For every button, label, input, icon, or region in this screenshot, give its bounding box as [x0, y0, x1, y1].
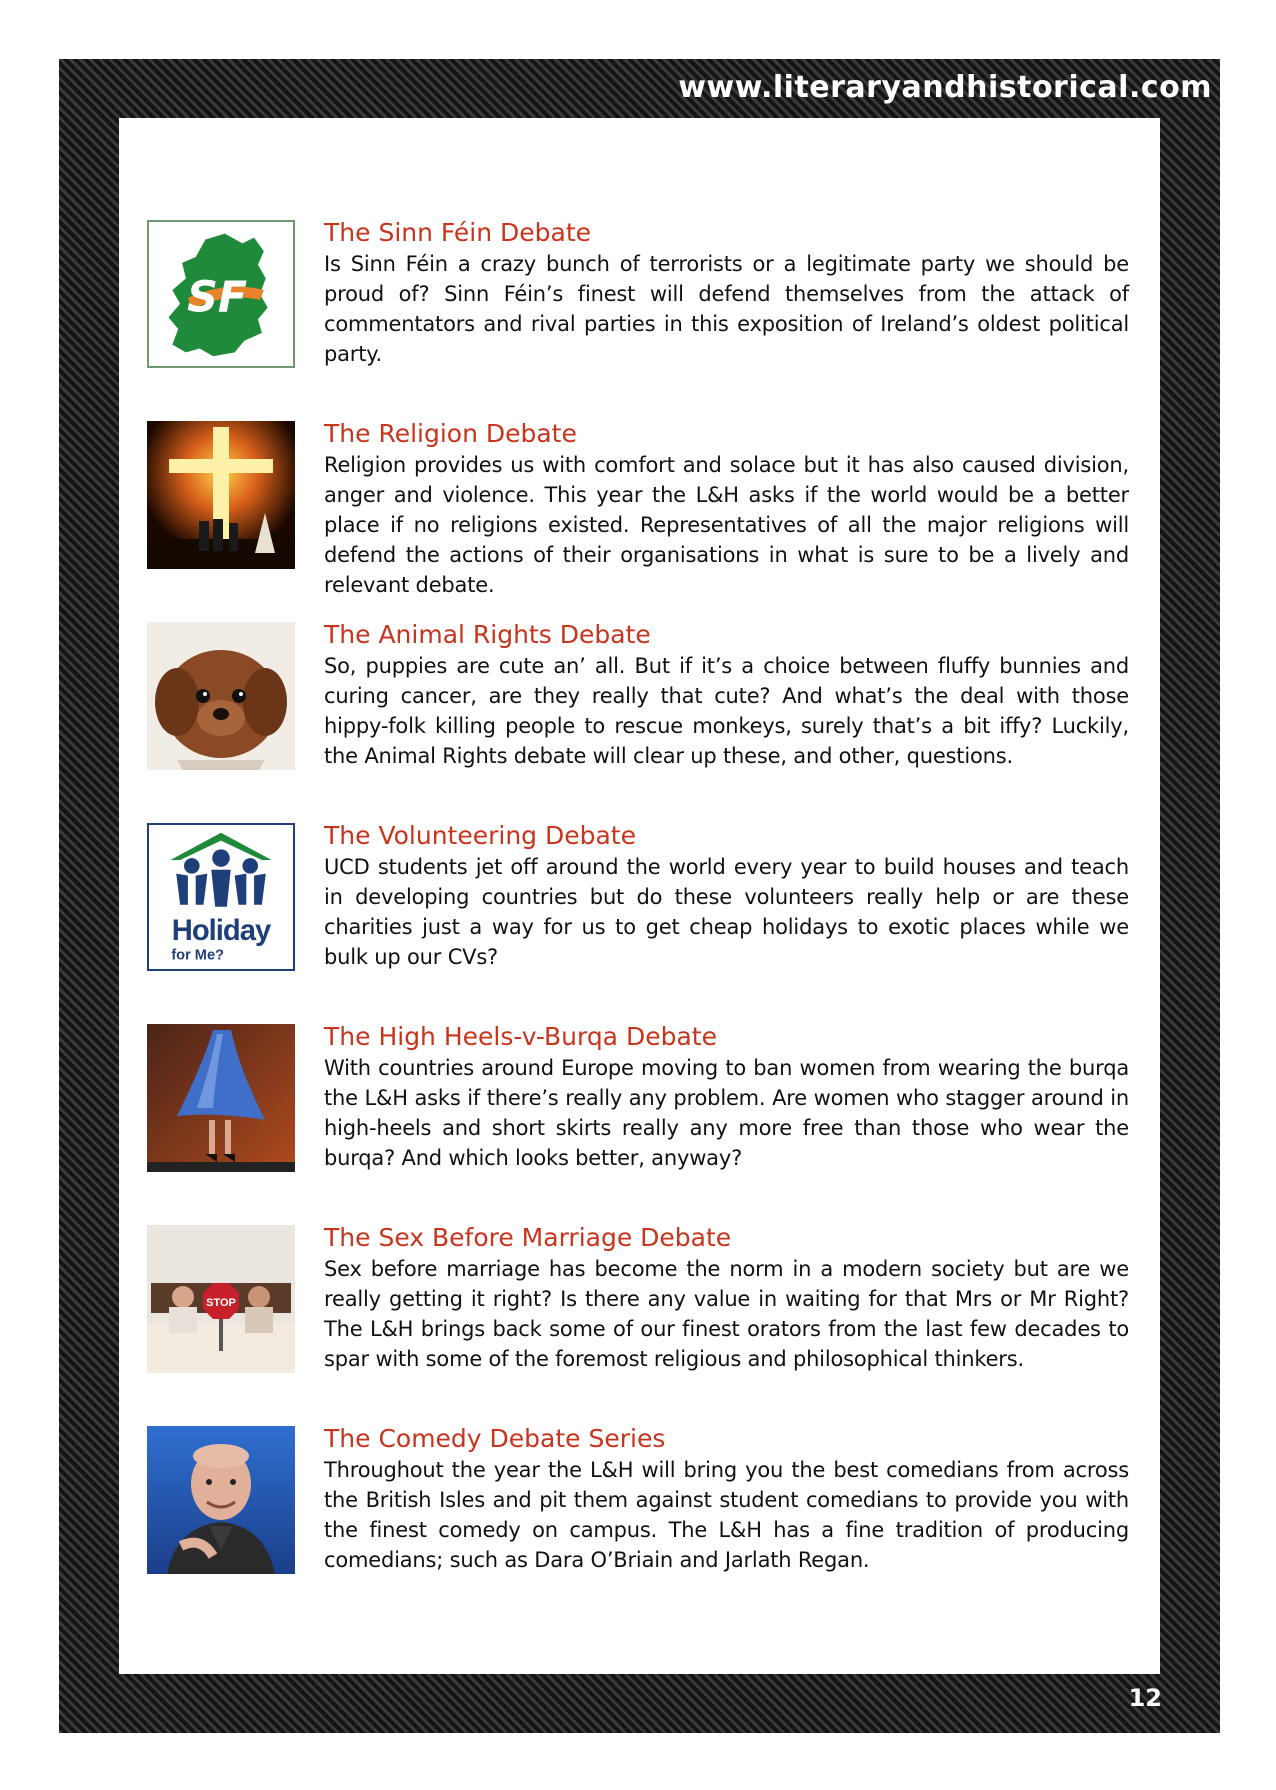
page-number: 12: [1128, 1684, 1162, 1712]
burning-cross-photo-icon: [147, 421, 295, 569]
entry-body: Religion provides us with comfort and solace but it has also caused division, anger and violence. This year the L&H asks if the world would be a better place if no religions existed. Representatives of all the major religions will defend the actions of their organisations in what is sure to be a lively and relevant debate.: [324, 453, 1129, 597]
entry-body: Throughout the year the L&H will bring you the best comedians from across the British Isles and pit them against student comedians to provide you with the finest comedy on campus. The L&H has a fine tradition of producing comedians; such as Dara O’Briain and Jarlath Regan.: [324, 1458, 1129, 1572]
entry-title: The Sex Before Marriage Debate: [324, 1223, 732, 1252]
couple-stop-sign-photo-icon: [147, 1225, 295, 1373]
entry-text: [324, 1023, 1129, 1173]
puppy-photo-icon: [147, 622, 295, 770]
entry-title: The Volunteering Debate: [324, 821, 636, 850]
entry-body: With countries around Europe moving to ban women from wearing the burqa the L&H asks if there’s really any problem. Are women who stagger around in high-heels and short skirts really any more free than those who wear the burqa? And which looks better, anyway?: [324, 1056, 1129, 1170]
svg-text:STOP: STOP: [206, 1297, 236, 1309]
entry-text: [324, 822, 1129, 972]
entry-text: [324, 1224, 1129, 1374]
entry-title: The Comedy Debate Series: [324, 1424, 666, 1453]
entry-title: The Sinn Féin Debate: [324, 218, 592, 247]
svg-text:SF: SF: [187, 272, 248, 323]
sinn-fein-logo-icon: [147, 220, 295, 368]
entry-title: The High Heels-v-Burqa Debate: [324, 1022, 717, 1051]
debate-entry-sinn-fein: [147, 219, 1137, 369]
debate-entry-religion: [147, 419, 1137, 597]
entry-body: UCD students jet off around the world every year to build houses and teach in developing countries but do these volunteers really help or are these charities just a way for us to get cheap holidays to exotic places while we bulk up our CVs?: [324, 855, 1129, 969]
entry-text: [324, 420, 1129, 600]
content-panel: [119, 118, 1160, 1674]
debate-entry-comedy: [147, 1425, 1137, 1575]
debate-entry-high-heels-burqa: [147, 1023, 1137, 1173]
holiday-for-me-logo-icon: [147, 823, 295, 971]
entry-title: The Religion Debate: [324, 419, 577, 448]
debate-entry-sex-before-marriage: [147, 1224, 1137, 1374]
entry-body: Is Sinn Féin a crazy bunch of terrorists or a legitimate party we should be proud of? Sinn Féin’s finest will defend themselves from the attack of commentators and rival parties in this exposition of Ireland’s oldest political party.: [324, 252, 1129, 366]
burqa-heels-photo-icon: [147, 1024, 295, 1172]
comedian-portrait-photo-icon: [147, 1426, 295, 1574]
entry-text: [324, 219, 1129, 369]
debate-entry-animal-rights: [147, 621, 1137, 771]
svg-text:for Me?: for Me?: [171, 947, 224, 964]
debate-entry-volunteering: [147, 822, 1137, 972]
entry-text: [324, 621, 1129, 771]
svg-text:Holiday: Holiday: [171, 914, 271, 947]
entry-body: Sex before marriage has become the norm in a modern society but are we really getting it right? Is there any value in waiting for that Mrs or Mr Right? The L&H brings back some of our finest orators from the last few decades to spar with some of the foremost religious and philosophical thinkers.: [324, 1257, 1129, 1371]
entry-text: [324, 1425, 1129, 1575]
entry-title: The Animal Rights Debate: [324, 620, 651, 649]
entry-body: So, puppies are cute an’ all. But if it’s a choice between fluffy bunnies and curing cancer, are they really that cute? And what’s the deal with those hippy-folk killing people to rescue monkeys, surely that’s a bit iffy? Luckily, the Animal Rights debate will clear up these, and other, questions.: [324, 654, 1129, 768]
website-url[interactable]: www.literaryandhistorical.com: [678, 70, 1212, 105]
